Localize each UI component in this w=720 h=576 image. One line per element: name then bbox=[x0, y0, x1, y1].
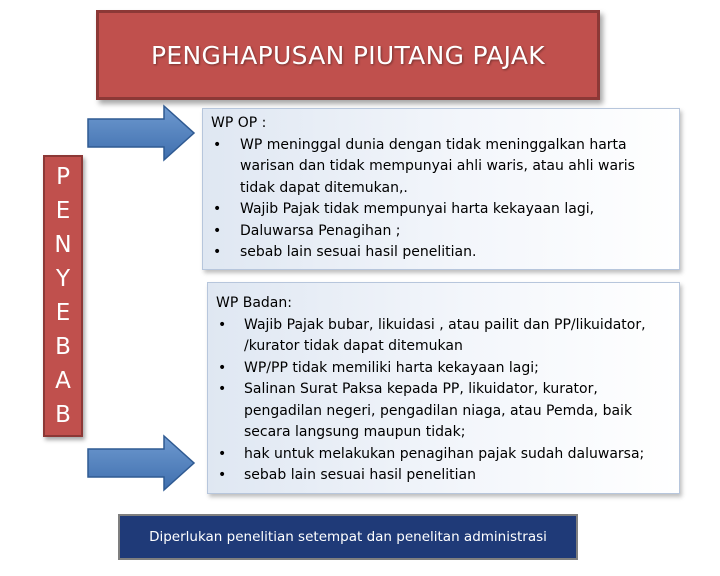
list-item: • Salinan Surat Paksa kepada PP, likuidator, kurator, pengadilan negeri, pengadilan niaga, atau Pemda, baik secara langsung maupun tidak; bbox=[218, 381, 633, 440]
bullet-icon: • bbox=[218, 316, 227, 333]
side-letter: E bbox=[55, 300, 71, 326]
list-item: • sebab lain sesuai hasil penelitian. bbox=[211, 242, 671, 264]
arrow-right-icon bbox=[86, 434, 196, 492]
list-item: • WP/PP tidak memiliki harta kekayaan lagi; bbox=[216, 358, 671, 380]
title-banner bbox=[96, 10, 600, 100]
side-letter: B bbox=[55, 334, 71, 360]
bullet-icon: • bbox=[213, 201, 222, 217]
footer-note-box bbox=[118, 514, 578, 560]
list-item: • Wajib Pajak bubar, likuidasi , atau pailit dan PP/likuidator, /kurator tidak dapat ditemukan bbox=[218, 316, 646, 354]
wp-badan-list bbox=[216, 315, 671, 487]
footer-note: Diperlukan penelitian setempat dan penelitan administrasi bbox=[149, 529, 547, 545]
side-label-penyebab bbox=[43, 155, 83, 437]
list-item: • WP meninggal dunia dengan tidak meninggalkan harta warisan dan tidak mempunyai ahli waris, atau ahli waris tidak dapat ditemukan,. bbox=[213, 136, 635, 196]
arrow-right-icon bbox=[86, 104, 196, 162]
list-item: • hak untuk melakukan penagihan pajak sudah daluwarsa; bbox=[216, 444, 671, 466]
wp-badan-panel bbox=[207, 282, 680, 494]
side-letter: N bbox=[54, 232, 72, 258]
bullet-icon: • bbox=[218, 381, 227, 397]
bullet-icon: • bbox=[218, 359, 227, 376]
bullet-icon: • bbox=[213, 136, 222, 153]
bullet-icon: • bbox=[213, 222, 222, 239]
list-item: • Daluwarsa Penagihan ; bbox=[211, 221, 671, 243]
list-item: • Wajib Pajak tidak mempunyai harta kekayaan lagi, bbox=[211, 199, 671, 221]
bullet-icon: • bbox=[213, 244, 222, 260]
wp-op-panel bbox=[202, 108, 680, 270]
side-letter: Y bbox=[55, 266, 71, 292]
page-title: PENGHAPUSAN PIUTANG PAJAK bbox=[150, 40, 545, 70]
side-letter: B bbox=[55, 402, 71, 428]
side-letter: P bbox=[56, 164, 70, 190]
wp-op-list bbox=[211, 135, 671, 264]
list-item: • sebab lain sesuai hasil penelitian bbox=[216, 465, 671, 487]
bullet-icon: • bbox=[218, 467, 227, 483]
wp-badan-heading: WP Badan: bbox=[216, 295, 292, 311]
side-letter: E bbox=[55, 198, 71, 224]
bullet-icon: • bbox=[218, 445, 227, 462]
side-letter: A bbox=[55, 368, 71, 394]
wp-op-heading: WP OP : bbox=[211, 115, 267, 131]
